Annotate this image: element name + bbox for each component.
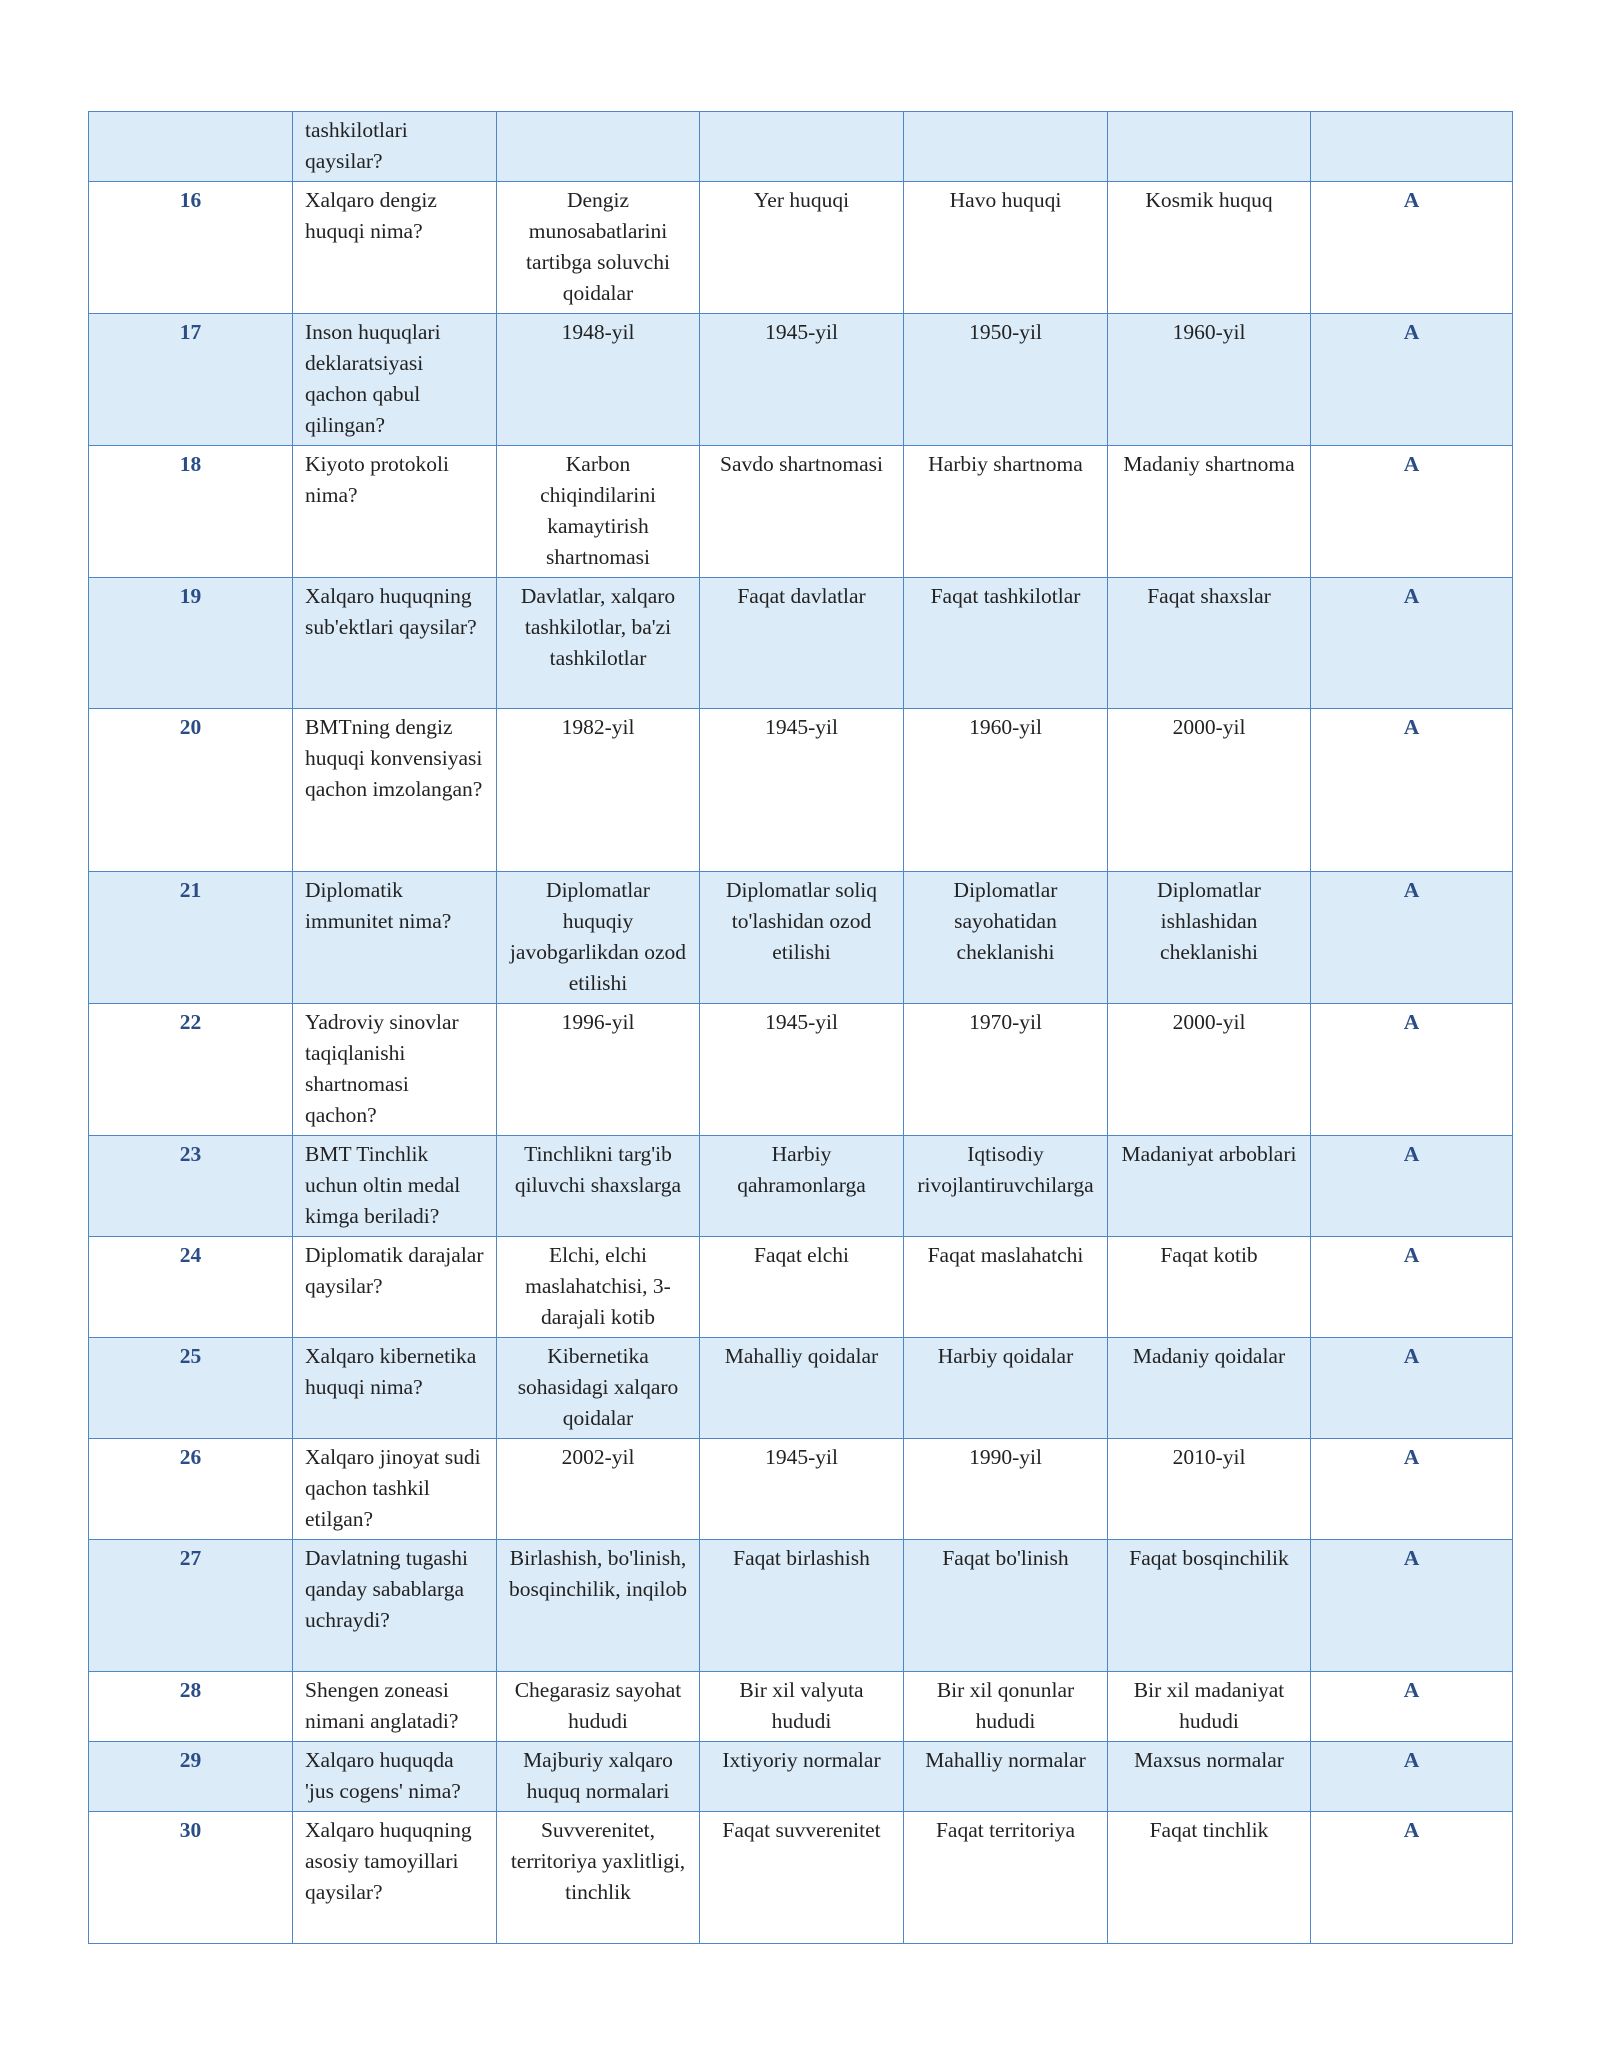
option-b: Savdo shartnomasi xyxy=(700,446,904,578)
question-text: Xalqaro huquqning asosiy tamoyillari qaysilar? xyxy=(293,1812,497,1944)
question-number: 25 xyxy=(89,1338,293,1439)
question-number: 18 xyxy=(89,446,293,578)
table-row xyxy=(89,1439,1513,1540)
option-a: Elchi, elchi maslahatchisi, 3-darajali kotib xyxy=(497,1237,700,1338)
question-number: 21 xyxy=(89,872,293,1004)
option-d: Madaniy shartnoma xyxy=(1108,446,1311,578)
option-a: Kibernetika sohasidagi xalqaro qoidalar xyxy=(497,1338,700,1439)
option-c: Faqat tashkilotlar xyxy=(904,578,1108,709)
option-b: Faqat birlashish xyxy=(700,1540,904,1672)
option-d: Maxsus normalar xyxy=(1108,1742,1311,1812)
question-text: BMT Tinchlik uchun oltin medal kimga beriladi? xyxy=(293,1136,497,1237)
option-a: Majburiy xalqaro huquq normalari xyxy=(497,1742,700,1812)
option-c: Faqat maslahatchi xyxy=(904,1237,1108,1338)
correct-answer: A xyxy=(1311,182,1513,314)
table-row xyxy=(89,1237,1513,1338)
correct-answer: A xyxy=(1311,314,1513,446)
question-number: 19 xyxy=(89,578,293,709)
option-c: Havo huquqi xyxy=(904,182,1108,314)
correct-answer: A xyxy=(1311,1004,1513,1136)
question-number: 16 xyxy=(89,182,293,314)
table-row xyxy=(89,112,1513,182)
option-d: 2000-yil xyxy=(1108,709,1311,872)
table-row xyxy=(89,1742,1513,1812)
option-a: Davlatlar, xalqaro tashkilotlar, ba'zi tashkilotlar xyxy=(497,578,700,709)
option-b: Diplomatlar soliq to'lashidan ozod etilishi xyxy=(700,872,904,1004)
question-number: 24 xyxy=(89,1237,293,1338)
option-a: Tinchlikni targ'ib qiluvchi shaxslarga xyxy=(497,1136,700,1237)
option-a: Diplomatlar huquqiy javobgarlikdan ozod etilishi xyxy=(497,872,700,1004)
question-number: 17 xyxy=(89,314,293,446)
table-row xyxy=(89,182,1513,314)
option-b: Ixtiyoriy normalar xyxy=(700,1742,904,1812)
question-number: 28 xyxy=(89,1672,293,1742)
correct-answer: A xyxy=(1311,1742,1513,1812)
question-text: Kiyoto protokoli nima? xyxy=(293,446,497,578)
option-d: Faqat tinchlik xyxy=(1108,1812,1311,1944)
correct-answer: A xyxy=(1311,1672,1513,1742)
option-c: Harbiy shartnoma xyxy=(904,446,1108,578)
question-text: BMTning dengiz huquqi konvensiyasi qachon imzolangan? xyxy=(293,709,497,872)
option-d: 1960-yil xyxy=(1108,314,1311,446)
option-d: Madaniy qoidalar xyxy=(1108,1338,1311,1439)
correct-answer: A xyxy=(1311,446,1513,578)
option-a: Birlashish, bo'linish, bosqinchilik, inqilob xyxy=(497,1540,700,1672)
correct-answer: A xyxy=(1311,1136,1513,1237)
option-a: 1982-yil xyxy=(497,709,700,872)
question-text: Yadroviy sinovlar taqiqlanishi shartnomasi qachon? xyxy=(293,1004,497,1136)
option-c xyxy=(904,112,1108,182)
table-row xyxy=(89,1812,1513,1944)
option-b: 1945-yil xyxy=(700,314,904,446)
table-row xyxy=(89,1672,1513,1742)
question-text: Diplomatik immunitet nima? xyxy=(293,872,497,1004)
option-a: Dengiz munosabatlarini tartibga soluvchi qoidalar xyxy=(497,182,700,314)
question-text: Inson huquqlari deklaratsiyasi qachon qabul qilingan? xyxy=(293,314,497,446)
option-b: Faqat davlatlar xyxy=(700,578,904,709)
question-number: 26 xyxy=(89,1439,293,1540)
option-d: Faqat kotib xyxy=(1108,1237,1311,1338)
option-a: 2002-yil xyxy=(497,1439,700,1540)
table-row xyxy=(89,446,1513,578)
question-text: Xalqaro huquqning sub'ektlari qaysilar? xyxy=(293,578,497,709)
question-text: Shengen zoneasi nimani anglatadi? xyxy=(293,1672,497,1742)
option-d: Bir xil madaniyat hududi xyxy=(1108,1672,1311,1742)
option-d: Kosmik huquq xyxy=(1108,182,1311,314)
option-a: 1996-yil xyxy=(497,1004,700,1136)
option-d: 2010-yil xyxy=(1108,1439,1311,1540)
question-number xyxy=(89,112,293,182)
option-c: 1970-yil xyxy=(904,1004,1108,1136)
option-d: Diplomatlar ishlashidan cheklanishi xyxy=(1108,872,1311,1004)
correct-answer: A xyxy=(1311,1540,1513,1672)
option-c: 1960-yil xyxy=(904,709,1108,872)
option-a: Karbon chiqindilarini kamaytirish shartnomasi xyxy=(497,446,700,578)
option-d: 2000-yil xyxy=(1108,1004,1311,1136)
option-b: Yer huquqi xyxy=(700,182,904,314)
option-d xyxy=(1108,112,1311,182)
option-b: Harbiy qahramonlarga xyxy=(700,1136,904,1237)
option-d: Faqat bosqinchilik xyxy=(1108,1540,1311,1672)
question-text: Xalqaro jinoyat sudi qachon tashkil etilgan? xyxy=(293,1439,497,1540)
option-a: Chegarasiz sayohat hududi xyxy=(497,1672,700,1742)
question-number: 27 xyxy=(89,1540,293,1672)
option-c: 1990-yil xyxy=(904,1439,1108,1540)
table-row xyxy=(89,709,1513,872)
correct-answer: A xyxy=(1311,1812,1513,1944)
option-c: Mahalliy normalar xyxy=(904,1742,1108,1812)
option-c: 1950-yil xyxy=(904,314,1108,446)
option-d: Madaniyat arboblari xyxy=(1108,1136,1311,1237)
option-b: Faqat elchi xyxy=(700,1237,904,1338)
option-a: 1948-yil xyxy=(497,314,700,446)
table-row xyxy=(89,314,1513,446)
correct-answer: A xyxy=(1311,1439,1513,1540)
table-row xyxy=(89,1004,1513,1136)
question-text: Xalqaro dengiz huquqi nima? xyxy=(293,182,497,314)
question-text: Xalqaro kibernetika huquqi nima? xyxy=(293,1338,497,1439)
question-text: Davlatning tugashi qanday sabablarga uchraydi? xyxy=(293,1540,497,1672)
option-a: Suvverenitet, territoriya yaxlitligi, tinchlik xyxy=(497,1812,700,1944)
option-b: 1945-yil xyxy=(700,709,904,872)
correct-answer: A xyxy=(1311,709,1513,872)
correct-answer xyxy=(1311,112,1513,182)
option-b: 1945-yil xyxy=(700,1004,904,1136)
table-row xyxy=(89,1540,1513,1672)
option-b: Bir xil valyuta hududi xyxy=(700,1672,904,1742)
table-row xyxy=(89,872,1513,1004)
option-b: 1945-yil xyxy=(700,1439,904,1540)
quiz-table xyxy=(88,111,1513,1944)
question-number: 20 xyxy=(89,709,293,872)
option-c: Diplomatlar sayohatidan cheklanishi xyxy=(904,872,1108,1004)
correct-answer: A xyxy=(1311,1338,1513,1439)
option-c: Faqat bo'linish xyxy=(904,1540,1108,1672)
option-b: Faqat suvverenitet xyxy=(700,1812,904,1944)
option-a xyxy=(497,112,700,182)
question-text: tashkilotlari qaysilar? xyxy=(293,112,497,182)
option-b xyxy=(700,112,904,182)
correct-answer: A xyxy=(1311,872,1513,1004)
question-text: Diplomatik darajalar qaysilar? xyxy=(293,1237,497,1338)
table-row xyxy=(89,1136,1513,1237)
correct-answer: A xyxy=(1311,578,1513,709)
option-c: Harbiy qoidalar xyxy=(904,1338,1108,1439)
table-row xyxy=(89,1338,1513,1439)
option-c: Iqtisodiy rivojlantiruvchilarga xyxy=(904,1136,1108,1237)
question-text: Xalqaro huquqda 'jus cogens' nima? xyxy=(293,1742,497,1812)
table-row xyxy=(89,578,1513,709)
option-d: Faqat shaxslar xyxy=(1108,578,1311,709)
option-c: Faqat territoriya xyxy=(904,1812,1108,1944)
question-number: 22 xyxy=(89,1004,293,1136)
option-c: Bir xil qonunlar hududi xyxy=(904,1672,1108,1742)
question-number: 29 xyxy=(89,1742,293,1812)
question-number: 30 xyxy=(89,1812,293,1944)
option-b: Mahalliy qoidalar xyxy=(700,1338,904,1439)
correct-answer: A xyxy=(1311,1237,1513,1338)
quiz-table-body xyxy=(89,112,1513,1944)
question-number: 23 xyxy=(89,1136,293,1237)
